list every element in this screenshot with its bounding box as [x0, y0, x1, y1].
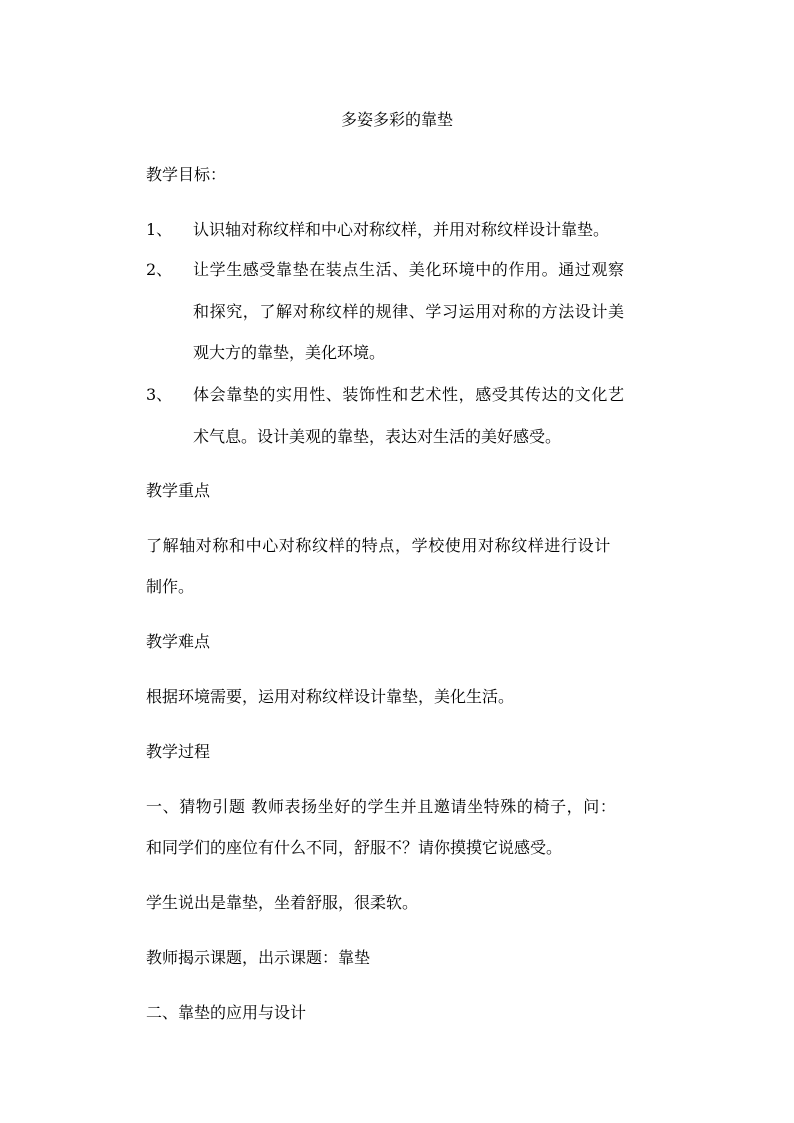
difficulties-text: 根据环境需要，运用对称纹样设计靠垫，美化生活。: [146, 687, 515, 706]
objective-1-number: 1、: [146, 220, 173, 239]
reveal-topic: 教师揭示课题，出示课题：靠垫: [146, 948, 371, 967]
process-heading: 教学过程: [146, 742, 211, 761]
objectives-heading: 教学目标：: [146, 165, 227, 184]
section-two-heading: 二、靠垫的应用与设计: [146, 1003, 307, 1022]
objective-2-line-2: 和探究，了解对称纹样的规律、学习运用对称的方法设计美: [193, 302, 625, 321]
objective-1-line-1: 认识轴对称纹样和中心对称纹样，并用对称纹样设计靠垫。: [193, 220, 610, 239]
document-title: 多姿多彩的靠垫: [340, 110, 453, 129]
objective-2-number: 2、: [146, 260, 173, 279]
objective-3-number: 3、: [146, 385, 173, 404]
student-answer: 学生说出是靠垫，坐着舒服，很柔软。: [146, 893, 419, 912]
objective-2-line-1: 让学生感受靠垫在装点生活、美化环境中的作用。通过观察: [193, 260, 625, 279]
process-line-1: 一、猜物引题 教师表扬坐好的学生并且邀请坐特殊的椅子，问：: [146, 797, 617, 816]
objective-3-line-1: 体会靠垫的实用性、装饰性和艺术性，感受其传达的文化艺: [193, 385, 625, 404]
key-points-heading: 教学重点: [146, 481, 211, 500]
objective-2-line-3: 观大方的靠垫，美化环境。: [193, 343, 386, 362]
key-points-line-2: 制作。: [146, 577, 195, 596]
key-points-line-1: 了解轴对称和中心对称纹样的特点，学校使用对称纹样进行设计: [146, 536, 611, 555]
difficulties-heading: 教学难点: [146, 632, 211, 651]
objective-3-line-2: 术气息。设计美观的靠垫，表达对生活的美好感受。: [193, 427, 562, 446]
process-line-2: 和同学们的座位有什么不同，舒服不？请你摸摸它说感受。: [146, 838, 563, 857]
